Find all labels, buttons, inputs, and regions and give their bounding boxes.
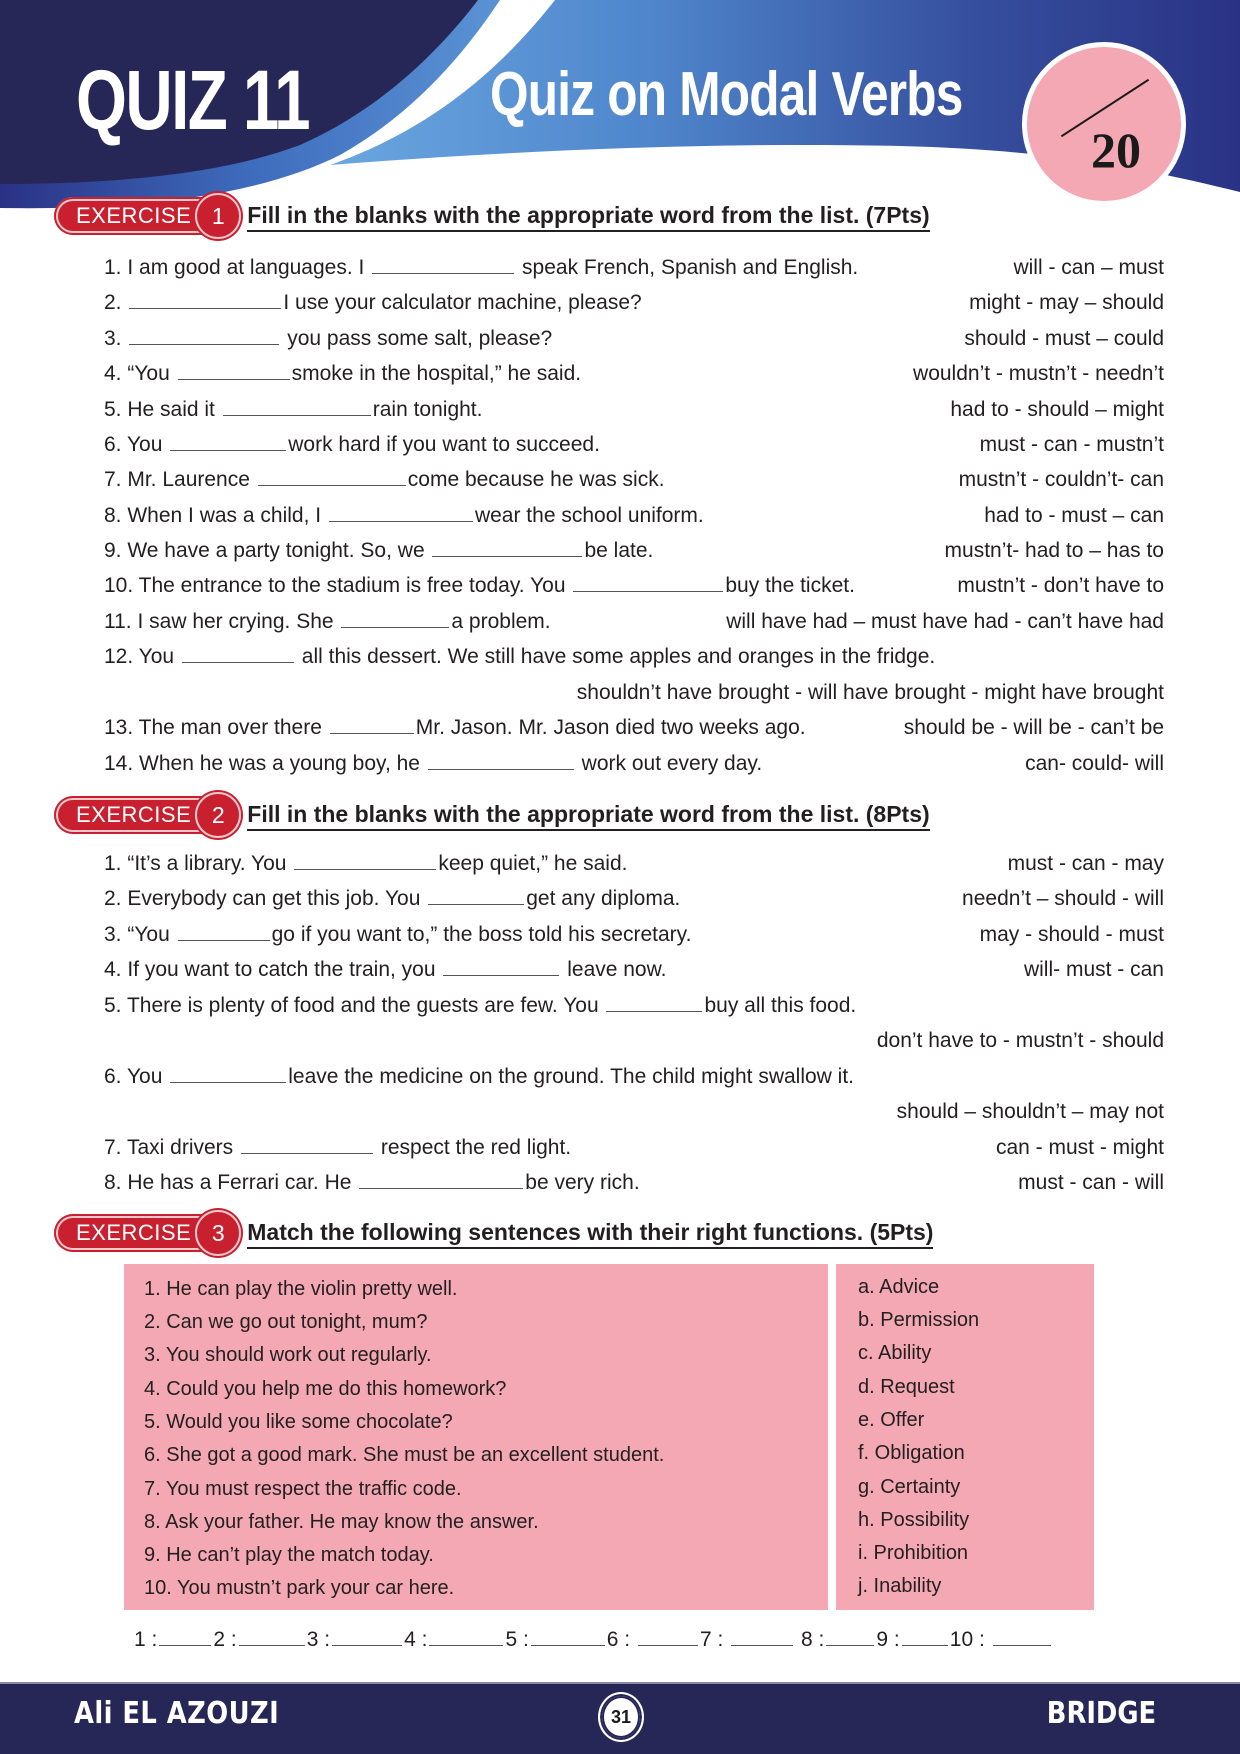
match-answer: 9 : xyxy=(876,1628,949,1652)
exercise-1-item: 5. He said it rain tonight. xyxy=(104,398,483,421)
exercise-1-item: 1. I am good at languages. I speak French, Spanish and English. xyxy=(104,256,859,279)
options-list: must - can - may xyxy=(1007,852,1164,875)
options-list: should – shouldn’t – may not xyxy=(896,1100,1164,1123)
exercise-2-item: 7. Taxi drivers respect the red light. xyxy=(104,1136,572,1159)
answer-blank[interactable] xyxy=(178,362,290,380)
options-list: can- could- will xyxy=(1025,752,1164,775)
sentence-item: 10. You mustn’t park your car here. xyxy=(144,1577,455,1599)
exercise-1-header xyxy=(54,196,930,236)
options-list: should - must – could xyxy=(964,327,1164,350)
exercise-1-item: 2. I use your calculator machine, please? xyxy=(104,291,642,314)
options-list: can - must - might xyxy=(995,1136,1164,1159)
match-answer: 10 : xyxy=(950,1628,1053,1652)
function-item: a. Advice xyxy=(858,1276,940,1298)
answer-blank[interactable] xyxy=(294,852,436,870)
exercise-2-item: 3. “You go if you want to,” the boss told his secretary. xyxy=(104,923,692,946)
answer-blank[interactable] xyxy=(606,994,702,1012)
exercise-3-header xyxy=(54,1213,933,1253)
options-list: mustn’t - couldn’t- can xyxy=(958,468,1164,491)
brand-name: BRIDGE xyxy=(1046,1696,1156,1731)
exercise-badge-label: EXERCISE xyxy=(76,802,192,827)
exercise-badge-label: EXERCISE xyxy=(76,203,192,228)
function-item: g. Certainty xyxy=(858,1476,961,1498)
function-item: c. Ability xyxy=(858,1342,932,1364)
sentence-item: 5. Would you like some chocolate? xyxy=(144,1411,453,1433)
answer-blank[interactable] xyxy=(329,504,473,522)
exercise-1-item: 12. You all this dessert. We still have some apples and oranges in the fridge. xyxy=(104,645,936,668)
answer-blank[interactable] xyxy=(993,1630,1051,1646)
options-list: might - may – should xyxy=(969,291,1164,314)
exercise-title: Fill in the blanks with the appropriate word from the list. (7Pts) xyxy=(247,201,929,232)
score-circle xyxy=(1022,42,1186,206)
answer-blank[interactable] xyxy=(432,539,582,557)
function-item: b. Permission xyxy=(858,1309,980,1331)
match-answer: 1 : xyxy=(134,1628,213,1652)
functions-box xyxy=(836,1264,1094,1610)
answer-blank[interactable] xyxy=(341,610,449,628)
answer-blank[interactable] xyxy=(241,1136,373,1154)
answer-blank[interactable] xyxy=(239,1630,305,1646)
answer-blank[interactable] xyxy=(182,645,294,663)
exercise-badge-label: EXERCISE xyxy=(76,1220,192,1245)
quiz-title: Quiz on Modal Verbs xyxy=(490,60,963,129)
answer-blank[interactable] xyxy=(902,1630,948,1646)
exercise-badge xyxy=(54,796,235,834)
exercise-1-item: 4. “You smoke in the hospital,” he said. xyxy=(104,362,582,385)
options-list: don’t have to - mustn’t - should xyxy=(876,1029,1164,1052)
exercise-2-item: 1. “It’s a library. You keep quiet,” he said. xyxy=(104,852,628,875)
match-answer: 4 : xyxy=(404,1628,505,1652)
exercise-number: 1 xyxy=(195,193,241,239)
exercise-title: Fill in the blanks with the appropriate word from the list. (8Pts) xyxy=(247,800,929,831)
exercise-2-item: 2. Everybody can get this job. You get any diploma. xyxy=(104,887,681,910)
exercise-2-item: 8. He has a Ferrari car. He be very rich. xyxy=(104,1171,640,1194)
quiz-number: QUIZ 11 xyxy=(76,53,310,147)
options-list: should be - will be - can’t be xyxy=(903,716,1164,739)
match-answer: 2 : xyxy=(213,1628,306,1652)
exercise-1-item: 11. I saw her crying. She a problem. xyxy=(104,610,551,633)
sentence-item: 7. You must respect the traffic code. xyxy=(144,1478,462,1500)
match-answer: 7 : xyxy=(700,1628,795,1652)
function-item: j. Inability xyxy=(858,1575,942,1597)
options-list: may - should - must xyxy=(979,923,1164,946)
options-list: will - can – must xyxy=(1013,256,1164,279)
answer-blank[interactable] xyxy=(129,291,281,309)
answer-blank[interactable] xyxy=(332,1630,402,1646)
options-list: had to - should – might xyxy=(950,398,1164,421)
sentence-item: 2. Can we go out tonight, mum? xyxy=(144,1311,428,1333)
options-list: mustn’t- had to – has to xyxy=(944,539,1164,562)
exercise-badge xyxy=(54,1214,235,1252)
answer-blank[interactable] xyxy=(129,327,279,345)
answer-blank[interactable] xyxy=(258,468,406,486)
sentence-item: 4. Could you help me do this homework? xyxy=(144,1378,507,1400)
answer-blank[interactable] xyxy=(223,398,371,416)
answer-blank[interactable] xyxy=(178,923,270,941)
exercise-1-item: 8. When I was a child, I wear the school uniform. xyxy=(104,504,704,527)
match-answers-row xyxy=(134,1628,1053,1652)
exercise-2-item: 4. If you want to catch the train, you leave now. xyxy=(104,958,667,981)
answer-blank[interactable] xyxy=(443,958,559,976)
score-total: 20 xyxy=(1091,122,1141,178)
answer-blank[interactable] xyxy=(573,574,723,592)
answer-blank[interactable] xyxy=(826,1630,874,1646)
sentence-item: 3. You should work out regularly. xyxy=(144,1344,432,1366)
page-footer xyxy=(0,1682,1240,1754)
exercise-number: 3 xyxy=(195,1210,241,1256)
exercise-1-item: 14. When he was a young boy, he work out every day. xyxy=(104,752,763,775)
options-list: must - can - mustn’t xyxy=(979,433,1164,456)
match-answer: 3 : xyxy=(307,1628,404,1652)
answer-blank[interactable] xyxy=(531,1630,605,1646)
function-item: f. Obligation xyxy=(858,1442,965,1464)
answer-blank[interactable] xyxy=(429,1630,503,1646)
answer-blank[interactable] xyxy=(428,752,574,770)
match-answer: 5 : xyxy=(505,1628,606,1652)
answer-blank[interactable] xyxy=(170,1065,286,1083)
options-list: will have had – must have had - can’t have had xyxy=(726,610,1164,633)
sentence-item: 9. He can’t play the match today. xyxy=(144,1544,434,1566)
answer-blank[interactable] xyxy=(428,887,524,905)
options-list: will- must - can xyxy=(1023,958,1164,981)
answer-blank[interactable] xyxy=(359,1171,523,1189)
exercise-2-header xyxy=(54,795,930,835)
page-number-badge xyxy=(598,1692,644,1742)
exercise-1-item: 6. You work hard if you want to succeed. xyxy=(104,433,600,456)
sentence-item: 1. He can play the violin pretty well. xyxy=(144,1278,458,1300)
exercise-2-item: 6. You leave the medicine on the ground. The child might swallow it. xyxy=(104,1065,855,1088)
function-item: i. Prohibition xyxy=(858,1542,969,1564)
answer-blank[interactable] xyxy=(731,1630,793,1646)
page-number: 31 xyxy=(602,1696,640,1738)
function-item: d. Request xyxy=(858,1376,955,1398)
exercise-number: 2 xyxy=(195,792,241,838)
answer-blank[interactable] xyxy=(372,256,514,274)
options-list: wouldn’t - mustn’t - needn’t xyxy=(913,362,1164,385)
sentence-item: 8. Ask your father. He may know the answer. xyxy=(144,1511,539,1533)
options-list: needn’t – should - will xyxy=(962,887,1164,910)
function-item: e. Offer xyxy=(858,1409,925,1431)
exercise-title: Match the following sentences with their right functions. (5Pts) xyxy=(247,1218,933,1249)
options-list: mustn’t - don’t have to xyxy=(957,574,1164,597)
function-item: h. Possibility xyxy=(858,1509,970,1531)
exercise-1-item: 10. The entrance to the stadium is free today. You buy the ticket. xyxy=(104,574,855,597)
answer-blank[interactable] xyxy=(159,1630,211,1646)
match-answer: 6 : xyxy=(607,1628,700,1652)
exercise-1-item: 9. We have a party tonight. So, we be late. xyxy=(104,539,654,562)
exercise-badge xyxy=(54,197,235,235)
sentence-item: 6. She got a good mark. She must be an excellent student. xyxy=(144,1444,665,1466)
exercise-1-item: 3. you pass some salt, please? xyxy=(104,327,553,350)
author-name: Ali EL AZOUZI xyxy=(74,1696,280,1731)
answer-blank[interactable] xyxy=(638,1630,698,1646)
exercise-1-item: 13. The man over there Mr. Jason. Mr. Jason died two weeks ago. xyxy=(104,716,806,739)
exercise-1-item: 7. Mr. Laurence come because he was sick. xyxy=(104,468,665,491)
answer-blank[interactable] xyxy=(170,433,286,451)
options-list: shouldn’t have brought - will have brought - might have brought xyxy=(576,681,1164,704)
options-list: had to - must – can xyxy=(984,504,1164,527)
sentences-box xyxy=(124,1264,828,1610)
match-answer: 8 : xyxy=(795,1628,876,1652)
options-list: must - can - will xyxy=(1018,1171,1164,1194)
answer-blank[interactable] xyxy=(330,716,414,734)
exercise-2-item: 5. There is plenty of food and the guests are few. You buy all this food. xyxy=(104,994,857,1017)
